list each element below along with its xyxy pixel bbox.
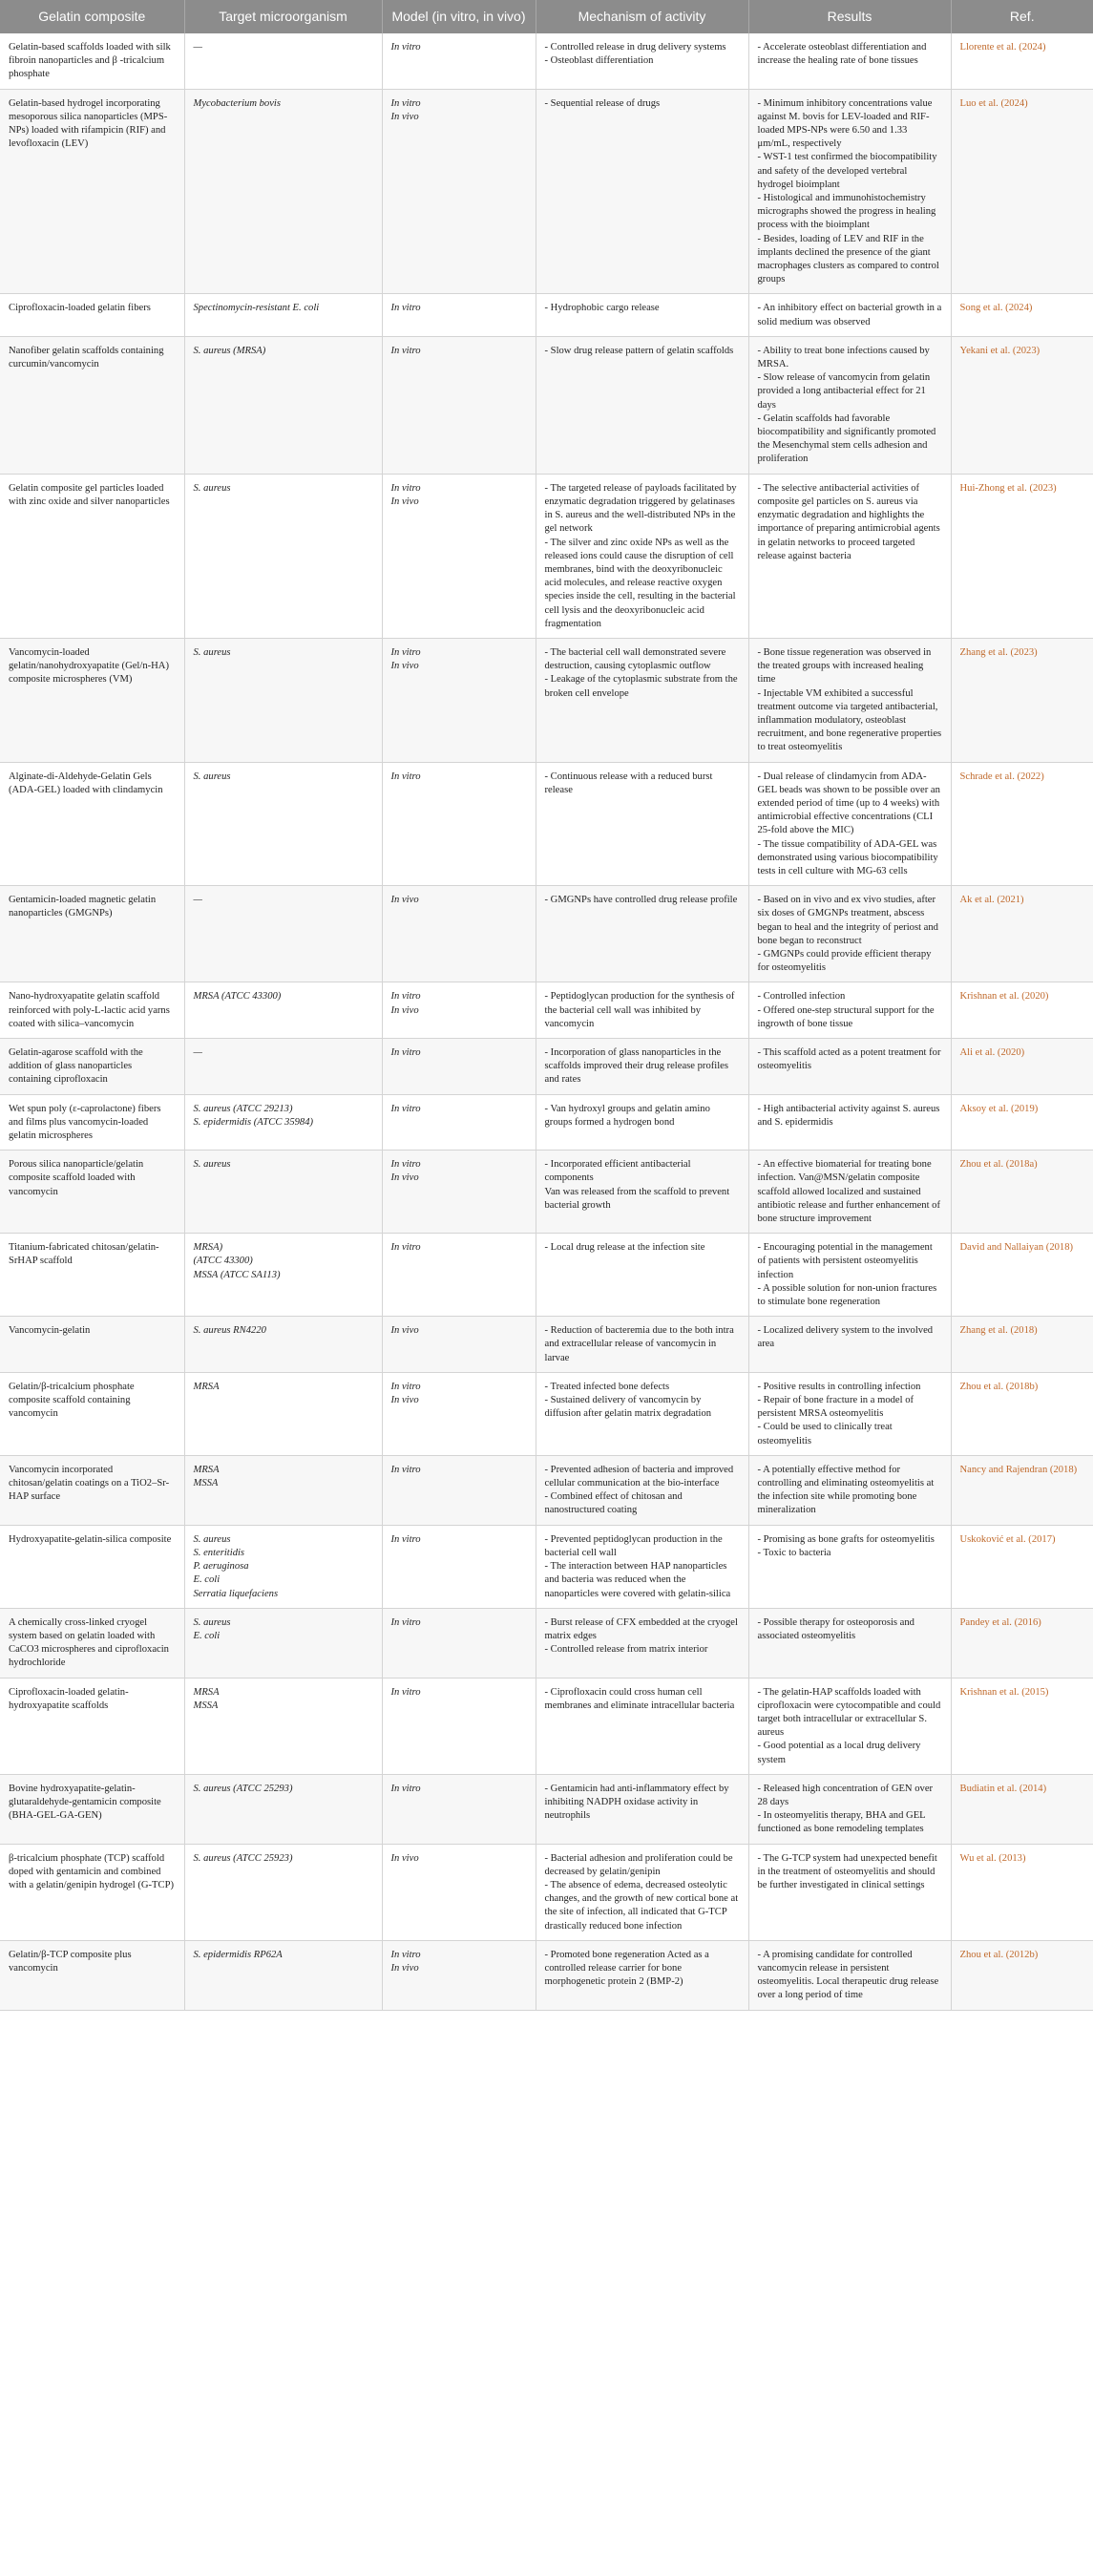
cell-results-line: - Offered one-step structural support for the ingrowth of bone tissue	[757, 1004, 935, 1029]
cell-results	[748, 474, 951, 638]
cell-gelatin-composite: Bovine hydroxyapatite-gelatin-glutaraldehyde-gentamicin composite (BHA-GEL-GA-GEN)	[0, 1774, 184, 1844]
cell-results-line: - A promising candidate for controlled vancomycin release in persistent osteomyelitis. Local therapeutic drug release over a long period of time	[757, 1949, 939, 2001]
cell-target-microorganism	[184, 638, 382, 762]
cell-mechanism	[536, 638, 748, 762]
cell-results-line: - Based on in vivo and ex vivo studies, after six doses of GMGNPs treatment, abscess began to heal and the integrity of periost and bone began to reconstruct	[757, 895, 938, 946]
cell-target-microorganism	[184, 1039, 382, 1095]
cell-mechanism	[536, 1372, 748, 1455]
cell-results	[748, 1151, 951, 1234]
cell-ref[interactable]: Ali et al. (2020)	[951, 1039, 1093, 1095]
cell-target-microorganism-line: Serratia liquefaciens	[193, 1588, 279, 1599]
cell-model-line: In vitro	[390, 345, 421, 356]
cell-mechanism	[536, 336, 748, 474]
cell-target-microorganism	[184, 1608, 382, 1678]
cell-gelatin-composite: Titanium-fabricated chitosan/gelatin-SrHAP scaffold	[0, 1234, 184, 1317]
cell-target-microorganism-line: S. aureus (MRSA)	[193, 345, 266, 356]
cell-mechanism-line: - Burst release of CFX embedded at the cryogel matrix edges	[544, 1616, 738, 1641]
cell-target-microorganism	[184, 336, 382, 474]
table-row	[0, 1234, 1093, 1317]
cell-results	[748, 1094, 951, 1151]
cell-gelatin-composite: Nanofiber gelatin scaffolds containing curcumin/vancomycin	[0, 336, 184, 474]
cell-results	[748, 638, 951, 762]
cell-results	[748, 1372, 951, 1455]
cell-mechanism-line: - Promoted bone regeneration Acted as a controlled release carrier for bone morphogenetic protein 2 (BMP-2)	[544, 1949, 709, 1988]
cell-mechanism-line: - Prevented peptidoglycan production in the bacterial cell wall	[544, 1533, 723, 1558]
cell-target-microorganism	[184, 762, 382, 886]
table-row	[0, 638, 1093, 762]
cell-model	[382, 33, 536, 89]
cell-target-microorganism	[184, 33, 382, 89]
header-results: Results	[748, 0, 951, 33]
cell-ref[interactable]: Zhou et al. (2018a)	[951, 1151, 1093, 1234]
cell-mechanism-line: - Reduction of bacteremia due to the both intra and extracellular release of vancomycin in larvae	[544, 1325, 734, 1363]
cell-target-microorganism-line: P. aeruginosa	[193, 1561, 249, 1573]
cell-target-microorganism-line: S. enteritidis	[193, 1547, 245, 1558]
cell-mechanism-line: - The silver and zinc oxide NPs as well as the released ions could cause the disruption of cell membranes, bind with the deoxyribonucleic acid molecules, and release reactive oxygen species inside the cell, resulting in the bacterial cell lysis and the deoxyribonucleic acid fragmentation	[544, 537, 736, 629]
cell-model-line: In vitro	[390, 1242, 421, 1254]
table-row	[0, 982, 1093, 1039]
cell-results-line: - Toxic to bacteria	[757, 1547, 831, 1558]
cell-mechanism-line: - Leakage of the cytoplasmic substrate from the broken cell envelope	[544, 674, 738, 699]
cell-target-microorganism-line: E. coli	[193, 1574, 221, 1586]
cell-model-line: In vivo	[390, 496, 419, 507]
cell-gelatin-composite: Gentamicin-loaded magnetic gelatin nanoparticles (GMGNPs)	[0, 886, 184, 982]
cell-model-line: In vitro	[390, 1159, 421, 1171]
table-row	[0, 1455, 1093, 1525]
cell-ref[interactable]: Luo et al. (2024)	[951, 89, 1093, 294]
cell-gelatin-composite: Nano-hydroxyapatite gelatin scaffold reinforced with poly-L-lactic acid yarns coated with silica–vancomycin	[0, 982, 184, 1039]
cell-model-line: In vitro	[390, 1783, 421, 1794]
cell-model	[382, 982, 536, 1039]
cell-results-line: - Besides, loading of LEV and RIF in the implants declined the presence of the giant macrophages clusters as compared to control groups	[757, 233, 939, 285]
cell-mechanism	[536, 1151, 748, 1234]
cell-gelatin-composite: Gelatin-agarose scaffold with the addition of glass nanoparticles containing ciprofloxacin	[0, 1039, 184, 1095]
cell-target-microorganism-line: S. aureus RN4220	[193, 1325, 266, 1337]
cell-target-microorganism-line: Spectinomycin-resistant E. coli	[193, 303, 320, 314]
cell-results	[748, 1678, 951, 1774]
cell-ref[interactable]: Wu et al. (2013)	[951, 1844, 1093, 1940]
cell-results-line: - A possible solution for non-union fractures to stimulate bone regeneration	[757, 1282, 937, 1308]
cell-results-line: - Accelerate osteoblast differentiation and increase the healing rate of bone tissues	[757, 42, 927, 67]
cell-results-line: - Slow release of vancomycin from gelatin provided a long antibacterial effect for 21 days	[757, 372, 931, 411]
table-row	[0, 1525, 1093, 1608]
cell-results-line: - Promising as bone grafts for osteomyelitis	[757, 1533, 935, 1545]
table-row	[0, 762, 1093, 886]
cell-mechanism-line: - The bacterial cell wall demonstrated severe destruction, causing cytoplasmic outflow	[544, 646, 726, 672]
cell-mechanism	[536, 1678, 748, 1774]
cell-model	[382, 1317, 536, 1373]
cell-model-line: In vitro	[390, 991, 421, 1003]
cell-mechanism-line: - Controlled release from matrix interior	[544, 1644, 708, 1656]
cell-results	[748, 33, 951, 89]
cell-ref[interactable]: Schrade et al. (2022)	[951, 762, 1093, 886]
cell-gelatin-composite: Wet spun poly (ε-caprolactone) fibers and films plus vancomycin-loaded gelatin microspheres	[0, 1094, 184, 1151]
header-model: Model (in vitro, in vivo)	[382, 0, 536, 33]
cell-mechanism-line: - Van hydroxyl groups and gelatin amino groups formed a hydrogen bond	[544, 1103, 710, 1128]
cell-gelatin-composite: Gelatin/β-tricalcium phosphate composite scaffold containing vancomycin	[0, 1372, 184, 1455]
cell-ref[interactable]: Zhou et al. (2012b)	[951, 1940, 1093, 2010]
cell-results	[748, 1940, 951, 2010]
cell-mechanism-line: - Osteoblast differentiation	[544, 55, 654, 67]
cell-model-line: In vitro	[390, 482, 421, 494]
cell-model-line: In vivo	[390, 1172, 419, 1184]
cell-ref[interactable]: Ak et al. (2021)	[951, 886, 1093, 982]
cell-mechanism	[536, 1094, 748, 1151]
cell-ref[interactable]: Krishnan et al. (2020)	[951, 982, 1093, 1039]
cell-model-line: In vitro	[390, 303, 421, 314]
table-row	[0, 89, 1093, 294]
cell-model	[382, 1372, 536, 1455]
cell-target-microorganism-line: S. aureus	[193, 482, 231, 494]
cell-target-microorganism-line: MSSA	[193, 1478, 219, 1489]
cell-mechanism-line: - The interaction between HAP nanoparticles and bacteria was reduced when the nanoparticles were covered with gelatin-silica	[544, 1561, 731, 1599]
cell-mechanism-line: - Local drug release at the infection site	[544, 1242, 705, 1254]
cell-mechanism-line: - GMGNPs have controlled drug release profile	[544, 895, 738, 906]
cell-results-line: - Dual release of clindamycin from ADA-GEL beads was shown to be possible over an extended period of time (up to 4 weeks) with antimicrobial effective concentrations (CLI 25-fold above the MIC)	[757, 771, 940, 836]
cell-model-line: In vitro	[390, 42, 421, 53]
cell-ref[interactable]: Yekani et al. (2023)	[951, 336, 1093, 474]
cell-model	[382, 1608, 536, 1678]
cell-target-microorganism-line: S. aureus	[193, 646, 231, 658]
cell-results-line: - Minimum inhibitory concentrations value against M. bovis for LEV-loaded and RIF-loaded MPS-NPs were 6.50 and 1.33 μm/mL, respectively	[757, 97, 933, 150]
cell-target-microorganism	[184, 1151, 382, 1234]
cell-model-line: In vitro	[390, 1949, 421, 1960]
table-row	[0, 294, 1093, 336]
cell-mechanism-line: - Controlled release in drug delivery systems	[544, 42, 726, 53]
cell-results-line: - In osteomyelitis therapy, BHA and GEL functioned as bone remodeling templates	[757, 1810, 926, 1835]
cell-target-microorganism-line: —	[193, 1047, 202, 1058]
cell-mechanism	[536, 474, 748, 638]
cell-mechanism	[536, 1039, 748, 1095]
cell-target-microorganism-line: MRSA	[193, 1464, 220, 1475]
cell-gelatin-composite: Vancomycin incorporated chitosan/gelatin coatings on a TiO2–Sr-HAP surface	[0, 1455, 184, 1525]
cell-results-line: - Injectable VM exhibited a successful treatment outcome via targeted antibacterial, inflammation modulatory, osteoblast recruitment, and bone regenerative properties to treat osteomyelitis	[757, 687, 942, 753]
cell-ref[interactable]: Pandey et al. (2016)	[951, 1608, 1093, 1678]
cell-results-line: - This scaffold acted as a potent treatment for osteomyelitis	[757, 1047, 941, 1072]
cell-mechanism-line: - Peptidoglycan production for the synthesis of the bacterial cell wall was inhibited by vancomycin	[544, 991, 735, 1029]
cell-gelatin-composite: Ciprofloxacin-loaded gelatin-hydroxyapatite scaffolds	[0, 1678, 184, 1774]
cell-target-microorganism	[184, 1317, 382, 1373]
cell-results-line: - A potentially effective method for controlling and eliminating osteomyelitis at the infection site while promoting bone mineralization	[757, 1464, 935, 1516]
cell-ref[interactable]: Zhou et al. (2018b)	[951, 1372, 1093, 1455]
cell-model-line: In vitro	[390, 1464, 421, 1475]
cell-model-line: In vitro	[390, 1533, 421, 1545]
cell-model-line: In vivo	[390, 1852, 419, 1864]
cell-gelatin-composite: Gelatin/β-TCP composite plus vancomycin	[0, 1940, 184, 2010]
cell-results-line: - Positive results in controlling infection	[757, 1381, 921, 1392]
cell-results	[748, 1525, 951, 1608]
table-row	[0, 1844, 1093, 1940]
cell-results	[748, 1455, 951, 1525]
cell-results	[748, 1774, 951, 1844]
cell-mechanism	[536, 1234, 748, 1317]
cell-mechanism	[536, 1525, 748, 1608]
cell-model-line: In vivo	[390, 1962, 419, 1974]
table-row	[0, 336, 1093, 474]
cell-results-line: - WST-1 test confirmed the biocompatibility and safety of the developed vertebral hydrogel bioimplant	[757, 152, 937, 190]
cell-mechanism-line: - Incorporated efficient antibacterial components	[544, 1159, 691, 1184]
cell-results-line: - Released high concentration of GEN over 28 days	[757, 1783, 934, 1807]
cell-ref[interactable]: Hui-Zhong et al. (2023)	[951, 474, 1093, 638]
cell-target-microorganism-line: MRSA (ATCC 43300)	[193, 991, 282, 1003]
cell-results-line: - Histological and immunohistochemistry micrographs showed the progress in healing process with the bioimplant	[757, 193, 936, 231]
cell-mechanism-line: - Treated infected bone defects	[544, 1381, 670, 1392]
cell-results-line: - The gelatin-HAP scaffolds loaded with ciprofloxacin were cytocompatible and could target both intracellular or extracellular S. aureus	[757, 1686, 941, 1739]
cell-target-microorganism	[184, 1844, 382, 1940]
cell-gelatin-composite: β-tricalcium phosphate (TCP) scaffold doped with gentamicin and combined with a gelatin/genipin hydrogel (G-TCP)	[0, 1844, 184, 1940]
cell-ref[interactable]: Krishnan et al. (2015)	[951, 1678, 1093, 1774]
cell-mechanism	[536, 762, 748, 886]
cell-model-line: In vitro	[390, 771, 421, 782]
cell-results-line: - GMGNPs could provide efficient therapy for osteomyelitis	[757, 948, 932, 974]
cell-target-microorganism-line: S. aureus	[193, 1533, 231, 1545]
table-row	[0, 1608, 1093, 1678]
cell-target-microorganism-line: S. aureus	[193, 771, 231, 782]
table-body	[0, 33, 1093, 2010]
cell-mechanism-line: - Bacterial adhesion and proliferation could be decreased by gelatin/genipin	[544, 1852, 733, 1877]
cell-results	[748, 982, 951, 1039]
cell-mechanism-line: - Gentamicin had anti-inflammatory effect by inhibiting NADPH oxidase activity in neutrophils	[544, 1783, 729, 1822]
cell-mechanism-line: - The absence of edema, decreased osteolytic changes, and the growth of new cortical bone at the site of infection, all indicated that G-TCP drastically reduced bone infection	[544, 1879, 739, 1932]
cell-target-microorganism-line: MSSA (ATCC SA113)	[193, 1269, 281, 1280]
table-row	[0, 474, 1093, 638]
cell-model-line: In vitro	[390, 1686, 421, 1698]
cell-model-line: In vivo	[390, 661, 419, 672]
cell-gelatin-composite: Vancomycin-loaded gelatin/nanohydroxyapatite (Gel/n-HA) composite microspheres (VM)	[0, 638, 184, 762]
cell-target-microorganism-line: S. aureus (ATCC 25923)	[193, 1852, 293, 1864]
cell-model-line: In vivo	[390, 1004, 419, 1016]
cell-mechanism	[536, 33, 748, 89]
table-row	[0, 1678, 1093, 1774]
cell-ref[interactable]: Nancy and Rajendran (2018)	[951, 1455, 1093, 1525]
cell-target-microorganism-line: S. aureus (ATCC 25293)	[193, 1783, 293, 1794]
cell-gelatin-composite: Gelatin-based hydrogel incorporating mesoporous silica nanoparticles (MPS-NPs) loaded with rifampicin (RIF) and levofloxacin (LEV)	[0, 89, 184, 294]
cell-model-line: In vivo	[390, 1325, 419, 1337]
cell-target-microorganism	[184, 1234, 382, 1317]
cell-ref[interactable]: David and Nallaiyan (2018)	[951, 1234, 1093, 1317]
cell-gelatin-composite: Vancomycin-gelatin	[0, 1317, 184, 1373]
cell-target-microorganism	[184, 474, 382, 638]
cell-model	[382, 1525, 536, 1608]
cell-model	[382, 1234, 536, 1317]
cell-target-microorganism-line: MRSA	[193, 1381, 220, 1392]
cell-model-line: In vitro	[390, 97, 421, 109]
cell-target-microorganism-line: S. aureus	[193, 1616, 231, 1628]
cell-results	[748, 1317, 951, 1373]
cell-results-line: - Good potential as a local drug delivery system	[757, 1741, 921, 1765]
cell-model-line: In vivo	[390, 111, 419, 122]
cell-mechanism-line: Van was released from the scaffold to prevent bacterial growth	[544, 1186, 730, 1211]
cell-results	[748, 89, 951, 294]
cell-mechanism-line: - Continuous release with a reduced burst release	[544, 771, 713, 795]
cell-model	[382, 1455, 536, 1525]
cell-model-line: In vitro	[390, 646, 421, 658]
cell-mechanism-line: - Incorporation of glass nanoparticles in the scaffolds improved their drug release profiles and rates	[544, 1047, 728, 1086]
cell-model	[382, 886, 536, 982]
cell-model	[382, 1774, 536, 1844]
cell-results-line: - Ability to treat bone infections caused by MRSA.	[757, 345, 930, 370]
cell-mechanism-line: - Slow drug release pattern of gelatin scaffolds	[544, 345, 734, 356]
cell-mechanism	[536, 1774, 748, 1844]
cell-ref[interactable]: Zhang et al. (2023)	[951, 638, 1093, 762]
cell-target-microorganism	[184, 1525, 382, 1608]
cell-results-line: - Gelatin scaffolds had favorable biocompatibility and significantly promoted the Mesenchymal stem cells adhesion and proliferation	[757, 412, 936, 465]
cell-model	[382, 638, 536, 762]
cell-target-microorganism	[184, 886, 382, 982]
header-target-microorganism: Target microorganism	[184, 0, 382, 33]
cell-ref[interactable]: Uskoković et al. (2017)	[951, 1525, 1093, 1608]
cell-results	[748, 886, 951, 982]
cell-model	[382, 762, 536, 886]
cell-model	[382, 1039, 536, 1095]
cell-results	[748, 1844, 951, 1940]
cell-results	[748, 1608, 951, 1678]
cell-target-microorganism	[184, 1455, 382, 1525]
cell-target-microorganism	[184, 1678, 382, 1774]
cell-mechanism	[536, 886, 748, 982]
cell-target-microorganism	[184, 1372, 382, 1455]
cell-model-line: In vitro	[390, 1047, 421, 1058]
cell-gelatin-composite: Ciprofloxacin-loaded gelatin fibers	[0, 294, 184, 336]
cell-results	[748, 294, 951, 336]
cell-target-microorganism	[184, 1940, 382, 2010]
cell-gelatin-composite: A chemically cross-linked cryogel system based on gelatin loaded with CaCO3 microspheres and ciprofloxacin hydrochloride	[0, 1608, 184, 1678]
cell-model-line: In vitro	[390, 1381, 421, 1392]
cell-model	[382, 89, 536, 294]
cell-mechanism-line: - Sustained delivery of vancomycin by diffusion after gelatin matrix degradation	[544, 1395, 712, 1420]
cell-gelatin-composite: Porous silica nanoparticle/gelatin composite scaffold loaded with vancomycin	[0, 1151, 184, 1234]
header-ref: Ref.	[951, 0, 1093, 33]
cell-target-microorganism-line: S. epidermidis (ATCC 35984)	[193, 1116, 314, 1128]
cell-ref[interactable]: Zhang et al. (2018)	[951, 1317, 1093, 1373]
cell-target-microorganism	[184, 294, 382, 336]
table-row	[0, 1372, 1093, 1455]
cell-mechanism	[536, 1455, 748, 1525]
cell-ref[interactable]: Song et al. (2024)	[951, 294, 1093, 336]
cell-model	[382, 1844, 536, 1940]
cell-results-line: - The selective antibacterial activities of composite gel particles on S. aureus via enzymatic degradation and highlights the importance of preparing antimicrobial agents in gelatin networks to proceed targeted release against bacteria	[757, 482, 940, 561]
cell-mechanism	[536, 89, 748, 294]
cell-results-line: - Possible therapy for osteoporosis and associated osteomyelitis	[757, 1616, 914, 1641]
cell-mechanism	[536, 1940, 748, 2010]
cell-results-line: - Could be used to clinically treat osteomyelitis	[757, 1422, 893, 1446]
cell-results	[748, 1039, 951, 1095]
cell-gelatin-composite: Hydroxyapatite-gelatin-silica composite	[0, 1525, 184, 1608]
cell-target-microorganism-line: MSSA	[193, 1700, 219, 1711]
header-gelatin-composite: Gelatin composite	[0, 0, 184, 33]
cell-gelatin-composite: Gelatin composite gel particles loaded with zinc oxide and silver nanoparticles	[0, 474, 184, 638]
table-row	[0, 1317, 1093, 1373]
cell-target-microorganism-line: —	[193, 895, 202, 906]
cell-mechanism-line: - Combined effect of chitosan and nanostructured coating	[544, 1491, 683, 1516]
cell-target-microorganism-line: Mycobacterium bovis	[193, 97, 281, 109]
cell-mechanism	[536, 1608, 748, 1678]
cell-target-microorganism-line: (ATCC 43300)	[193, 1256, 253, 1267]
cell-mechanism-line: - The targeted release of payloads facilitated by enzymatic degradation triggered by gelatinases in S. aureus and the well-distributed NPs in the gel network	[544, 482, 737, 535]
cell-mechanism-line: - Prevented adhesion of bacteria and improved cellular communication at the bio-interface	[544, 1464, 734, 1489]
cell-target-microorganism	[184, 1774, 382, 1844]
cell-mechanism	[536, 294, 748, 336]
cell-target-microorganism-line: S. aureus (ATCC 29213)	[193, 1103, 293, 1114]
cell-model	[382, 1678, 536, 1774]
cell-model-line: In vivo	[390, 895, 419, 906]
cell-results-line: - Repair of bone fracture in a model of persistent MRSA osteomyelitis	[757, 1395, 914, 1420]
cell-model	[382, 1940, 536, 2010]
table-header	[0, 0, 1093, 33]
cell-ref[interactable]: Aksoy et al. (2019)	[951, 1094, 1093, 1151]
cell-model	[382, 1094, 536, 1151]
cell-model	[382, 1151, 536, 1234]
cell-model-line: In vitro	[390, 1616, 421, 1628]
cell-target-microorganism-line: S. epidermidis RP62A	[193, 1949, 283, 1960]
cell-mechanism	[536, 982, 748, 1039]
cell-target-microorganism	[184, 1094, 382, 1151]
cell-ref[interactable]: Budiatin et al. (2014)	[951, 1774, 1093, 1844]
cell-target-microorganism-line: MRSA	[193, 1686, 220, 1698]
cell-results-line: - Localized delivery system to the involved area	[757, 1325, 934, 1350]
cell-target-microorganism-line: E. coli	[193, 1630, 221, 1641]
cell-model-line: In vivo	[390, 1395, 419, 1406]
cell-target-microorganism	[184, 982, 382, 1039]
cell-gelatin-composite: Alginate-di-Aldehyde-Gelatin Gels (ADA-GEL) loaded with clindamycin	[0, 762, 184, 886]
cell-results	[748, 762, 951, 886]
table-row	[0, 33, 1093, 89]
cell-mechanism-line: - Sequential release of drugs	[544, 97, 661, 109]
table-row	[0, 886, 1093, 982]
cell-gelatin-composite: Gelatin-based scaffolds loaded with silk fibroin nanoparticles and β -tricalcium phosphate	[0, 33, 184, 89]
cell-results	[748, 1234, 951, 1317]
cell-results-line: - An effective biomaterial for treating bone infection. Van@MSN/gelatin composite scaffold allowed localized and sustained antibiotic release and further enhancement of bone structure improvement	[757, 1159, 940, 1225]
header-mechanism: Mechanism of activity	[536, 0, 748, 33]
cell-results-line: - The tissue compatibility of ADA-GEL was demonstrated using various biocompatibility tests in cell culture with MG-63 cells	[757, 838, 938, 876]
cell-model-line: In vitro	[390, 1103, 421, 1114]
table-row	[0, 1151, 1093, 1234]
cell-target-microorganism-line: —	[193, 42, 202, 53]
cell-results-line: - Bone tissue regeneration was observed in the treated groups with increased healing time	[757, 646, 932, 686]
cell-mechanism	[536, 1844, 748, 1940]
cell-results-line: - High antibacterial activity against S. aureus and S. epidermidis	[757, 1103, 940, 1128]
cell-target-microorganism	[184, 89, 382, 294]
cell-ref[interactable]: Llorente et al. (2024)	[951, 33, 1093, 89]
cell-results-line: - The G-TCP system had unexpected benefit in the treatment of osteomyelitis and should be further investigated in clinical settings	[757, 1852, 937, 1890]
cell-mechanism	[536, 1317, 748, 1373]
table-row	[0, 1094, 1093, 1151]
table-row	[0, 1774, 1093, 1844]
cell-results-line: - Encouraging potential in the management of patients with persistent osteomyelitis infection	[757, 1242, 933, 1280]
cell-model	[382, 294, 536, 336]
header-row	[0, 0, 1093, 33]
cell-results-line: - An inhibitory effect on bacterial growth in a solid medium was observed	[757, 303, 942, 327]
cell-results-line: - Controlled infection	[757, 991, 846, 1003]
cell-results	[748, 336, 951, 474]
cell-model	[382, 336, 536, 474]
cell-mechanism-line: - Hydrophobic cargo release	[544, 303, 660, 314]
table-row	[0, 1940, 1093, 2010]
cell-mechanism-line: - Ciprofloxacin could cross human cell membranes and eliminate intracellular bacteria	[544, 1686, 735, 1711]
cell-target-microorganism-line: S. aureus	[193, 1159, 231, 1171]
cell-model	[382, 474, 536, 638]
cell-target-microorganism-line: MRSA)	[193, 1242, 223, 1254]
table-row	[0, 1039, 1093, 1095]
